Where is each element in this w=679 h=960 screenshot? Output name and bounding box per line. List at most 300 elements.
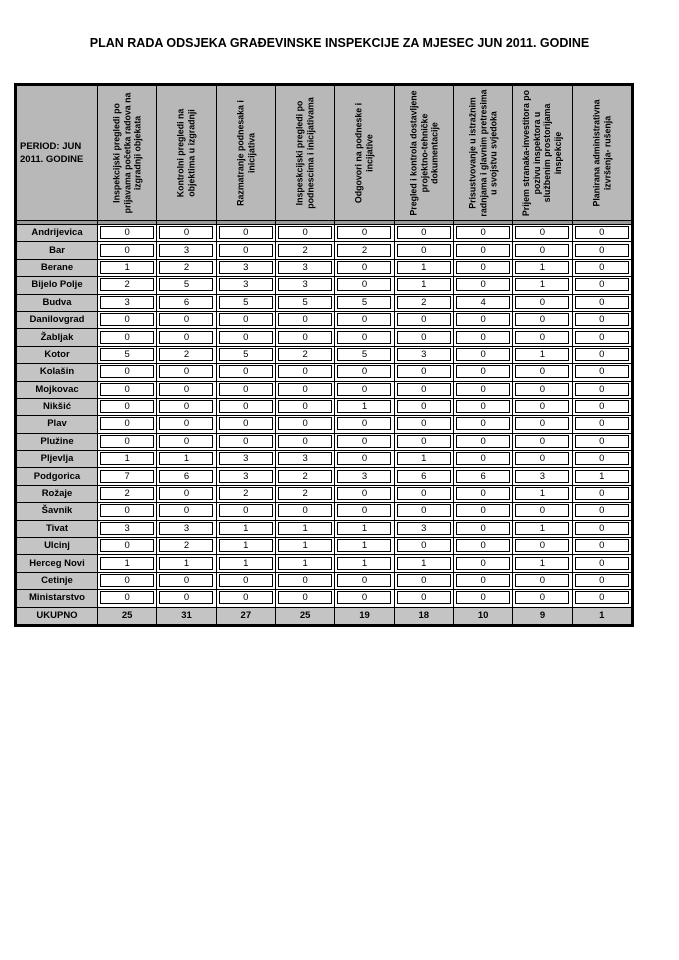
value-box: 0 [100, 313, 154, 326]
value-box: 0 [397, 244, 451, 257]
value-box: 0 [456, 435, 510, 448]
value-box: 0 [456, 278, 510, 291]
value-box: 2 [278, 348, 332, 361]
value-box: 0 [219, 244, 273, 257]
value-box: 0 [575, 313, 629, 326]
value-cell [216, 433, 275, 450]
value-cell [453, 416, 512, 433]
value-cell [513, 433, 572, 450]
table-row [17, 485, 632, 502]
value-cell [216, 329, 275, 346]
total-value: 31 [157, 607, 216, 624]
value-cell [394, 242, 453, 259]
value-cell [216, 572, 275, 589]
municipality-name: Kotor [17, 346, 98, 363]
value-box: 0 [456, 400, 510, 413]
value-box: 0 [100, 435, 154, 448]
municipality-name: Andrijevica [17, 225, 98, 242]
value-cell [572, 381, 631, 398]
column-header: Pregled i kontrola dostavljene projektno-tehničke dokumentacije [394, 86, 453, 221]
value-cell [335, 433, 394, 450]
value-cell [216, 503, 275, 520]
value-cell [572, 538, 631, 555]
value-box: 0 [456, 522, 510, 535]
value-box: 5 [278, 296, 332, 309]
value-cell [98, 555, 157, 572]
value-box: 0 [337, 504, 391, 517]
value-box: 0 [515, 296, 569, 309]
value-cell [98, 294, 157, 311]
value-cell [275, 242, 334, 259]
value-box: 1 [100, 452, 154, 465]
municipality-name: Šavnik [17, 503, 98, 520]
value-box: 0 [456, 226, 510, 239]
total-value: 19 [335, 607, 394, 624]
value-box: 0 [100, 365, 154, 378]
value-cell [335, 590, 394, 607]
column-header: Prisustvovanje u istražnim radnjama i glavnim pretresima u svojstvu svjedoka [453, 86, 512, 221]
value-box: 0 [575, 574, 629, 587]
value-box: 0 [397, 226, 451, 239]
value-cell [335, 451, 394, 468]
value-cell [513, 485, 572, 502]
table-row [17, 433, 632, 450]
value-box: 0 [337, 383, 391, 396]
column-header: Planirana administrativna izvršenja- rušenja [572, 86, 631, 221]
value-cell [275, 451, 334, 468]
value-box: 0 [397, 365, 451, 378]
value-cell [98, 572, 157, 589]
value-box: 0 [337, 591, 391, 604]
value-box: 0 [575, 261, 629, 274]
value-cell [335, 572, 394, 589]
table-row [17, 346, 632, 363]
value-box: 3 [159, 244, 213, 257]
value-box: 0 [515, 331, 569, 344]
value-box: 1 [515, 487, 569, 500]
value-cell [335, 485, 394, 502]
value-box: 0 [515, 383, 569, 396]
value-box: 3 [219, 470, 273, 483]
value-cell [453, 242, 512, 259]
value-box: 1 [159, 452, 213, 465]
value-cell [275, 225, 334, 242]
value-box: 0 [278, 331, 332, 344]
value-cell [572, 242, 631, 259]
value-box: 0 [100, 591, 154, 604]
value-cell [216, 346, 275, 363]
value-box: 0 [456, 452, 510, 465]
value-box: 0 [100, 331, 154, 344]
value-box: 0 [159, 504, 213, 517]
value-cell [157, 538, 216, 555]
value-cell [513, 277, 572, 294]
value-box: 0 [159, 487, 213, 500]
value-cell [572, 520, 631, 537]
value-box: 0 [219, 383, 273, 396]
value-box: 0 [575, 539, 629, 552]
municipality-name: Plav [17, 416, 98, 433]
municipality-name: Ulcinj [17, 538, 98, 555]
value-box: 1 [219, 539, 273, 552]
value-cell [98, 242, 157, 259]
value-cell [335, 538, 394, 555]
value-box: 0 [575, 557, 629, 570]
value-box: 5 [337, 348, 391, 361]
value-cell [513, 242, 572, 259]
value-box: 1 [337, 539, 391, 552]
value-box: 1 [575, 470, 629, 483]
value-cell [216, 590, 275, 607]
value-cell [98, 346, 157, 363]
value-cell [572, 277, 631, 294]
value-cell [335, 346, 394, 363]
table-row [17, 225, 632, 242]
table-row [17, 259, 632, 276]
value-cell [572, 433, 631, 450]
value-cell [157, 555, 216, 572]
value-box: 2 [100, 487, 154, 500]
value-box: 0 [100, 400, 154, 413]
value-box: 0 [515, 574, 569, 587]
value-cell [513, 468, 572, 485]
value-box: 0 [337, 278, 391, 291]
value-cell [216, 520, 275, 537]
value-cell [513, 520, 572, 537]
municipality-name: Rožaje [17, 485, 98, 502]
value-cell [513, 329, 572, 346]
value-cell [216, 242, 275, 259]
value-cell [157, 346, 216, 363]
value-cell [335, 311, 394, 328]
value-cell [157, 398, 216, 415]
total-value: 25 [98, 607, 157, 624]
value-box: 2 [159, 348, 213, 361]
value-cell [335, 259, 394, 276]
value-cell [275, 468, 334, 485]
value-box: 0 [219, 331, 273, 344]
value-cell [572, 225, 631, 242]
value-box: 0 [397, 591, 451, 604]
value-box: 0 [515, 365, 569, 378]
value-cell [513, 572, 572, 589]
value-cell [335, 277, 394, 294]
value-box: 0 [456, 487, 510, 500]
value-cell [275, 329, 334, 346]
table-row [17, 277, 632, 294]
value-box: 0 [100, 383, 154, 396]
table-row [17, 468, 632, 485]
value-cell [394, 538, 453, 555]
value-cell [453, 538, 512, 555]
value-box: 0 [219, 365, 273, 378]
municipality-name: Tivat [17, 520, 98, 537]
value-box: 1 [100, 557, 154, 570]
value-box: 6 [159, 296, 213, 309]
value-cell [157, 294, 216, 311]
value-box: 0 [456, 383, 510, 396]
value-box: 3 [100, 296, 154, 309]
value-cell [98, 538, 157, 555]
column-header: Razmatranje podnesaka i inicijativa [216, 86, 275, 221]
value-box: 4 [456, 296, 510, 309]
value-box: 0 [337, 365, 391, 378]
value-cell [98, 277, 157, 294]
value-box: 0 [575, 296, 629, 309]
value-cell [335, 398, 394, 415]
column-header: Inspekcijski pregledi po prijavama početka radova na izgradnji objekata [98, 86, 157, 221]
value-box: 3 [159, 522, 213, 535]
value-box: 0 [337, 331, 391, 344]
column-header: Inspeskcijski pregledi po podnescima i inicijativama [275, 86, 334, 221]
value-cell [98, 416, 157, 433]
value-cell [394, 555, 453, 572]
value-cell [275, 346, 334, 363]
value-box: 3 [278, 278, 332, 291]
value-cell [98, 503, 157, 520]
value-cell [394, 590, 453, 607]
value-cell [98, 485, 157, 502]
value-box: 0 [337, 452, 391, 465]
value-box: 0 [219, 504, 273, 517]
value-box: 0 [337, 313, 391, 326]
value-cell [216, 225, 275, 242]
value-box: 0 [159, 313, 213, 326]
value-box: 1 [278, 557, 332, 570]
table-row [17, 555, 632, 572]
municipality-name: Bijelo Polje [17, 277, 98, 294]
table-row [17, 538, 632, 555]
municipality-name: Plužine [17, 433, 98, 450]
value-box: 0 [456, 557, 510, 570]
total-row [17, 607, 632, 624]
value-box: 0 [515, 226, 569, 239]
table-row [17, 398, 632, 415]
value-cell [157, 381, 216, 398]
table-row [17, 520, 632, 537]
value-cell [513, 416, 572, 433]
value-cell [98, 398, 157, 415]
value-cell [275, 311, 334, 328]
value-box: 1 [159, 557, 213, 570]
value-box: 0 [219, 435, 273, 448]
value-box: 0 [515, 417, 569, 430]
value-cell [513, 590, 572, 607]
value-cell [572, 468, 631, 485]
value-cell [275, 259, 334, 276]
column-header: Prijem stranaka-investitora po pozivu inspektora u službenim prostorijama inspekcije [513, 86, 572, 221]
value-cell [513, 225, 572, 242]
total-value: 10 [453, 607, 512, 624]
value-box: 0 [456, 244, 510, 257]
value-box: 0 [456, 504, 510, 517]
value-cell [98, 329, 157, 346]
value-box: 0 [159, 574, 213, 587]
value-cell [335, 503, 394, 520]
value-cell [453, 346, 512, 363]
value-cell [157, 433, 216, 450]
value-box: 0 [575, 278, 629, 291]
value-cell [157, 311, 216, 328]
value-cell [513, 311, 572, 328]
column-header: Kontrolni pregledi na objektima u izgradnji [157, 86, 216, 221]
value-cell [98, 433, 157, 450]
value-box: 0 [575, 417, 629, 430]
value-box: 1 [397, 278, 451, 291]
value-box: 1 [278, 539, 332, 552]
value-cell [275, 381, 334, 398]
value-cell [513, 346, 572, 363]
value-cell [157, 329, 216, 346]
value-cell [453, 294, 512, 311]
value-cell [157, 225, 216, 242]
value-box: 1 [337, 400, 391, 413]
total-value: 27 [216, 607, 275, 624]
value-box: 2 [278, 487, 332, 500]
value-cell [216, 468, 275, 485]
value-cell [157, 451, 216, 468]
value-cell [394, 468, 453, 485]
value-cell [275, 485, 334, 502]
value-cell [335, 416, 394, 433]
value-cell [98, 311, 157, 328]
value-box: 0 [515, 452, 569, 465]
value-cell [157, 259, 216, 276]
value-box: 5 [219, 296, 273, 309]
value-box: 0 [397, 313, 451, 326]
value-box: 0 [278, 400, 332, 413]
value-cell [453, 259, 512, 276]
value-box: 0 [278, 313, 332, 326]
value-box: 0 [278, 504, 332, 517]
value-box: 5 [100, 348, 154, 361]
value-box: 3 [278, 452, 332, 465]
municipality-name: Žabljak [17, 329, 98, 346]
value-box: 0 [397, 539, 451, 552]
value-cell [335, 242, 394, 259]
value-box: 0 [100, 244, 154, 257]
value-box: 0 [278, 383, 332, 396]
table-row [17, 294, 632, 311]
value-box: 2 [159, 539, 213, 552]
value-cell [275, 277, 334, 294]
municipality-name: Ministarstvo [17, 590, 98, 607]
value-cell [335, 468, 394, 485]
value-cell [572, 294, 631, 311]
value-box: 0 [159, 365, 213, 378]
value-cell [275, 416, 334, 433]
value-cell [98, 468, 157, 485]
value-box: 0 [456, 331, 510, 344]
table-row [17, 364, 632, 381]
municipality-name: Mojkovac [17, 381, 98, 398]
value-box: 0 [278, 226, 332, 239]
value-box: 2 [397, 296, 451, 309]
value-cell [157, 520, 216, 537]
table-row [17, 311, 632, 328]
total-value: 25 [275, 607, 334, 624]
value-box: 2 [219, 487, 273, 500]
value-box: 0 [337, 226, 391, 239]
value-cell [157, 572, 216, 589]
value-box: 0 [575, 591, 629, 604]
value-cell [394, 433, 453, 450]
value-box: 0 [159, 400, 213, 413]
value-cell [572, 398, 631, 415]
municipality-name: Danilovgrad [17, 311, 98, 328]
value-cell [513, 398, 572, 415]
value-box: 0 [456, 574, 510, 587]
value-box: 0 [397, 574, 451, 587]
value-box: 1 [219, 522, 273, 535]
table-row [17, 503, 632, 520]
value-cell [453, 398, 512, 415]
value-box: 0 [456, 261, 510, 274]
value-cell [335, 329, 394, 346]
value-cell [572, 329, 631, 346]
value-cell [572, 364, 631, 381]
value-cell [157, 590, 216, 607]
value-cell [572, 503, 631, 520]
value-box: 0 [219, 400, 273, 413]
table-row [17, 572, 632, 589]
value-box: 0 [219, 417, 273, 430]
value-cell [98, 259, 157, 276]
value-cell [216, 451, 275, 468]
value-cell [453, 225, 512, 242]
column-header: Odgovori na podneske i incijative [335, 86, 394, 221]
total-value: 1 [572, 607, 631, 624]
value-box: 0 [575, 331, 629, 344]
value-box: 0 [337, 261, 391, 274]
value-cell [275, 538, 334, 555]
header-row [17, 86, 632, 221]
value-cell [394, 485, 453, 502]
value-cell [394, 225, 453, 242]
value-cell [216, 259, 275, 276]
value-cell [453, 590, 512, 607]
value-box: 1 [397, 557, 451, 570]
value-cell [453, 329, 512, 346]
value-cell [216, 555, 275, 572]
value-cell [453, 485, 512, 502]
value-box: 0 [575, 365, 629, 378]
value-cell [98, 520, 157, 537]
value-box: 0 [515, 591, 569, 604]
municipality-name: Kolašin [17, 364, 98, 381]
municipality-name: Budva [17, 294, 98, 311]
value-cell [572, 485, 631, 502]
value-cell [394, 381, 453, 398]
value-box: 2 [278, 244, 332, 257]
value-box: 0 [456, 591, 510, 604]
value-box: 0 [515, 400, 569, 413]
value-cell [275, 555, 334, 572]
value-box: 5 [219, 348, 273, 361]
value-box: 0 [159, 226, 213, 239]
value-box: 0 [575, 244, 629, 257]
value-cell [453, 364, 512, 381]
value-cell [335, 381, 394, 398]
value-box: 3 [397, 522, 451, 535]
value-box: 0 [397, 504, 451, 517]
value-cell [157, 242, 216, 259]
value-box: 0 [337, 435, 391, 448]
value-cell [513, 503, 572, 520]
value-box: 0 [337, 574, 391, 587]
value-cell [157, 277, 216, 294]
value-box: 0 [278, 574, 332, 587]
